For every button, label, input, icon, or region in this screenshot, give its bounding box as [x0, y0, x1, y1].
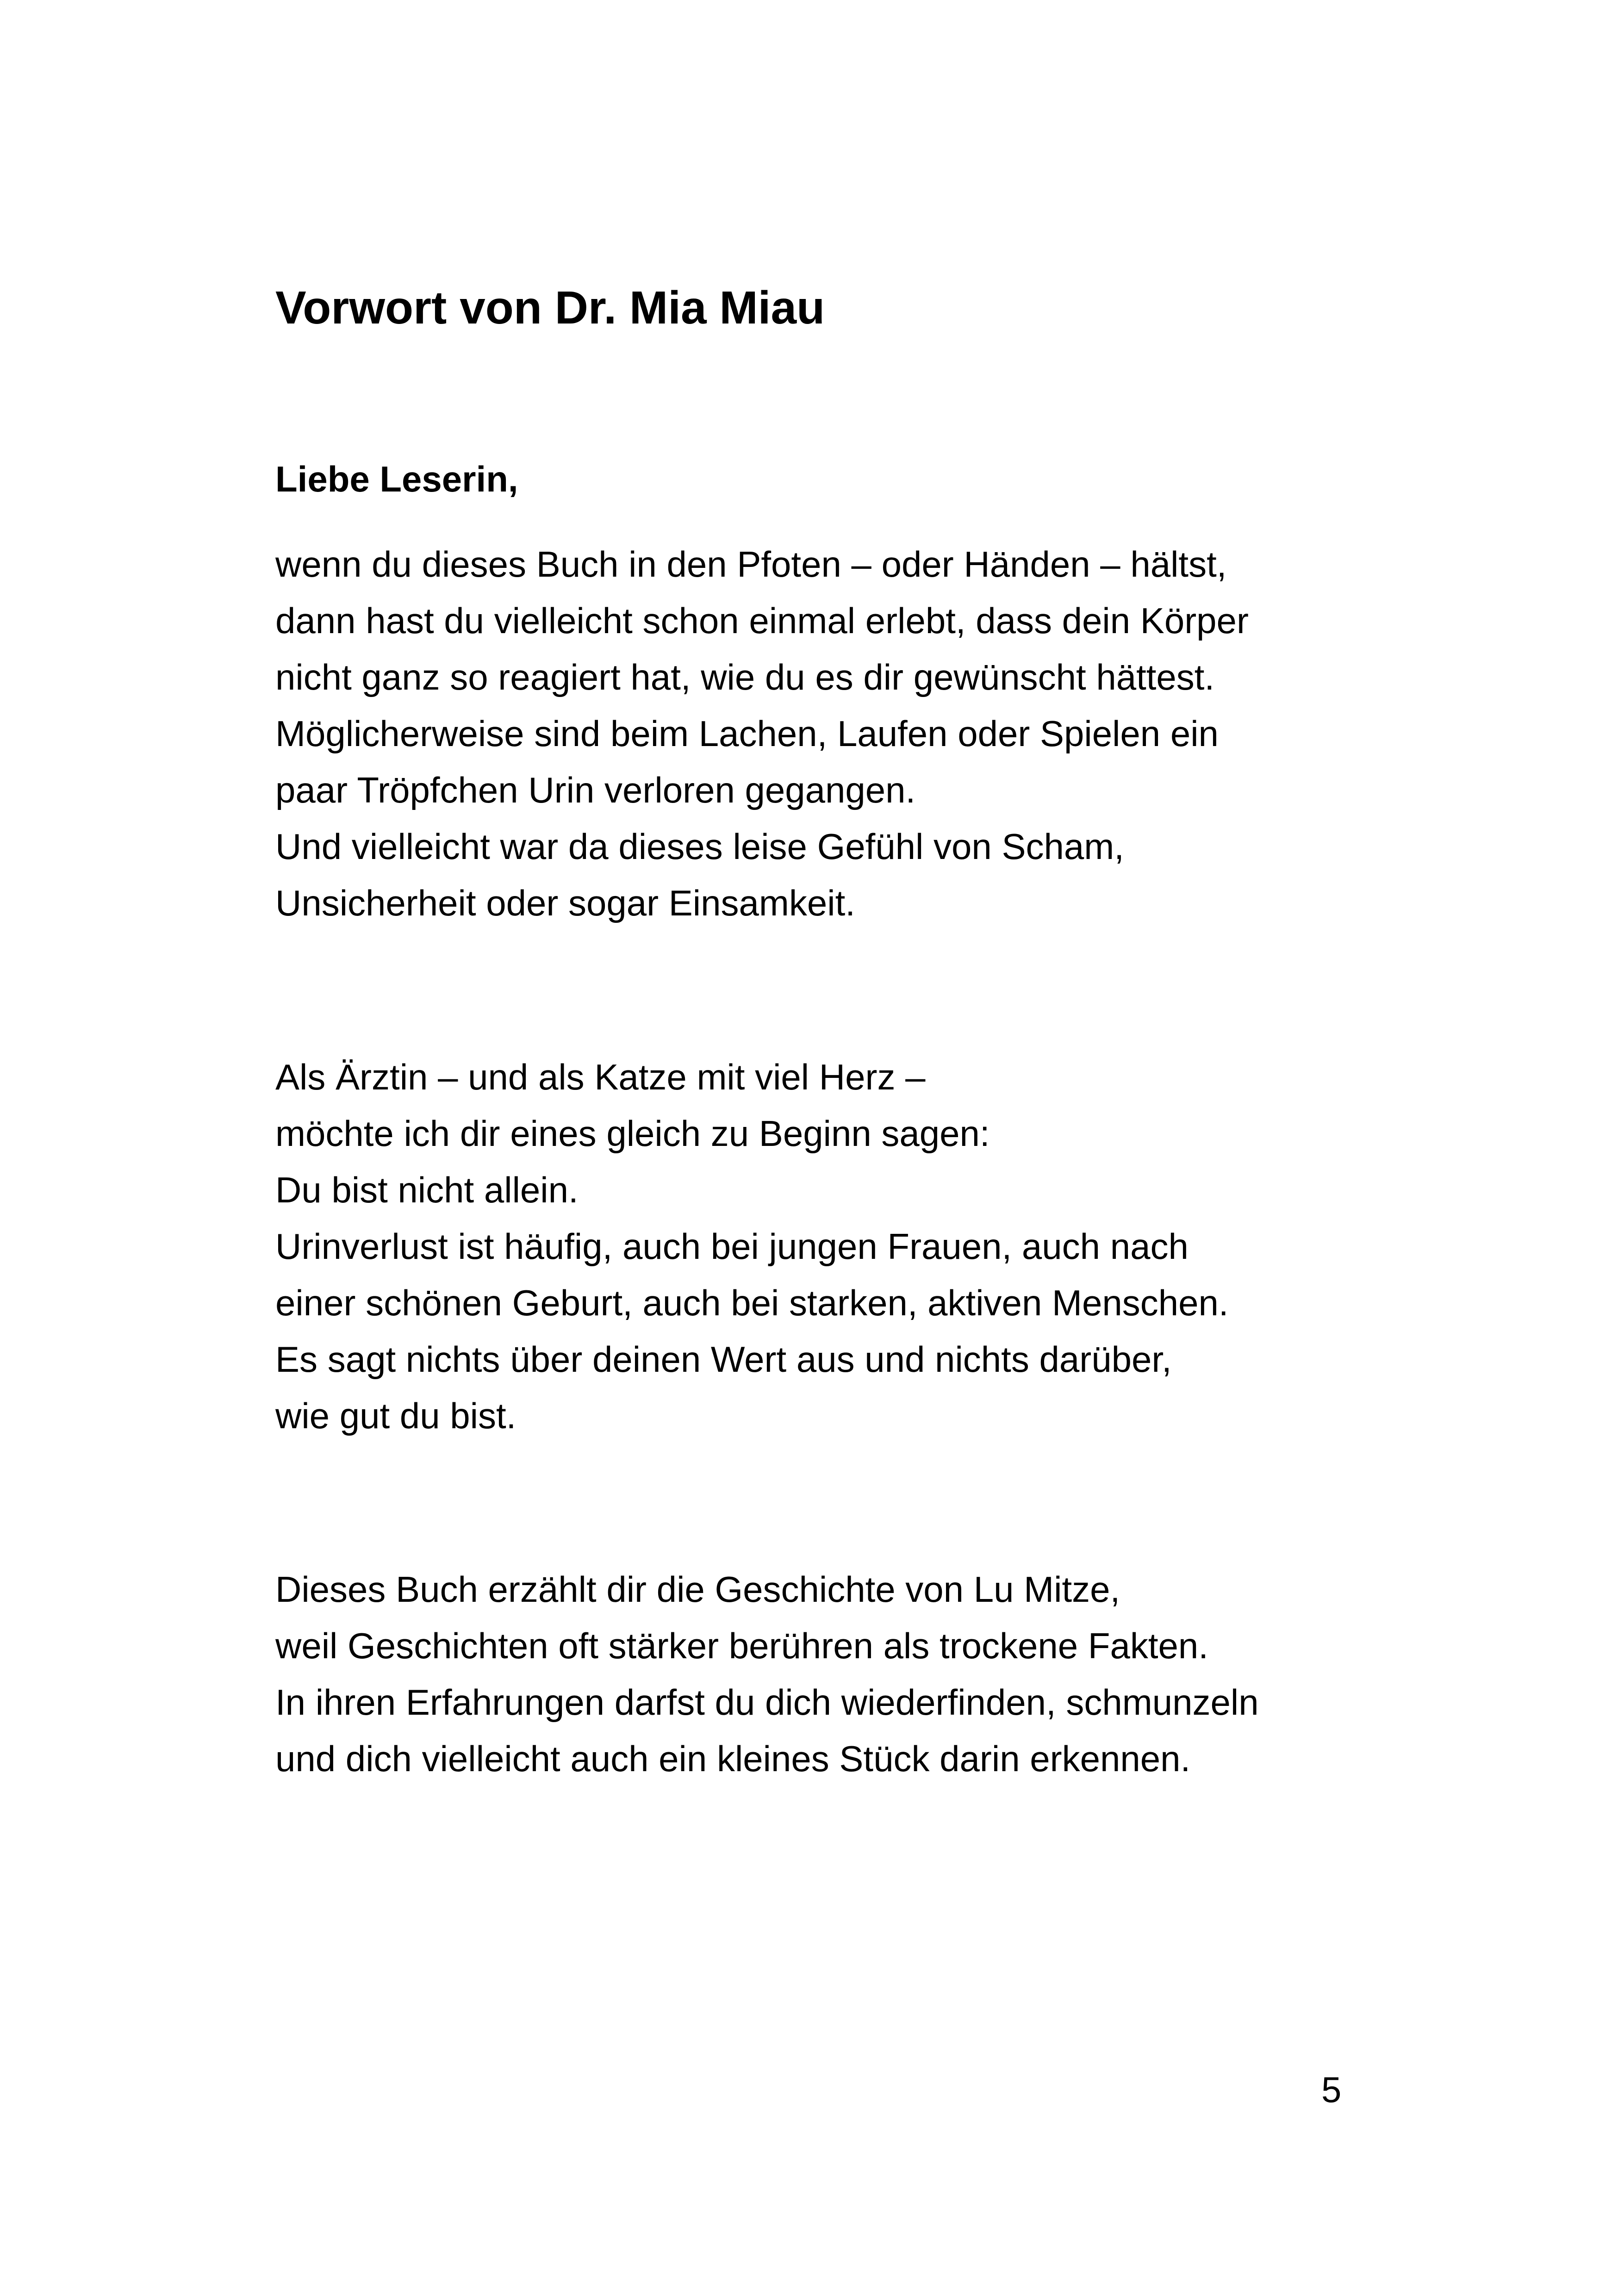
text-line: dann hast du vielleicht schon einmal erlebt, dass dein Körper [275, 600, 1249, 641]
text-line: weil Geschichten oft stärker berühren als trockene Fakten. [275, 1625, 1208, 1666]
text-line: Dieses Buch erzählt dir die Geschichte von Lu Mitze, [275, 1569, 1120, 1610]
text-line: wenn du dieses Buch in den Pfoten – oder Händen – hältst, [275, 544, 1227, 585]
greeting: Liebe Leserin, [275, 459, 518, 499]
text-line: Möglicherweise sind beim Lachen, Laufen oder Spielen ein [275, 713, 1219, 754]
text-line: möchte ich dir eines gleich zu Beginn sagen: [275, 1113, 990, 1154]
page-number: 5 [1321, 2069, 1342, 2110]
paragraph [275, 1561, 1259, 1787]
text-line: Du bist nicht allein. [275, 1170, 579, 1210]
page-title: Vorwort von Dr. Mia Miau [275, 282, 825, 334]
text-line: paar Tröpfchen Urin verloren gegangen. [275, 770, 916, 810]
text-line: Urinverlust ist häufig, auch bei jungen Frauen, auch nach [275, 1226, 1189, 1267]
paragraph [275, 1049, 1229, 1444]
text-line: Unsicherheit oder sogar Einsamkeit. [275, 883, 855, 923]
text-line: Und vielleicht war da dieses leise Gefühl von Scham, [275, 826, 1124, 867]
text-line: nicht ganz so reagiert hat, wie du es dir gewünscht hättest. [275, 657, 1215, 697]
text-line: wie gut du bist. [275, 1395, 517, 1436]
text-line: Als Ärztin – und als Katze mit viel Herz – [275, 1057, 926, 1097]
text-line: Es sagt nichts über deinen Wert aus und nichts darüber, [275, 1339, 1172, 1380]
text-line: einer schönen Geburt, auch bei starken, aktiven Menschen. [275, 1282, 1229, 1323]
text-line: und dich vielleicht auch ein kleines Stück darin erkennen. [275, 1738, 1191, 1779]
paragraph [275, 536, 1249, 931]
text-line: In ihren Erfahrungen darfst du dich wiederfinden, schmunzeln [275, 1682, 1259, 1723]
